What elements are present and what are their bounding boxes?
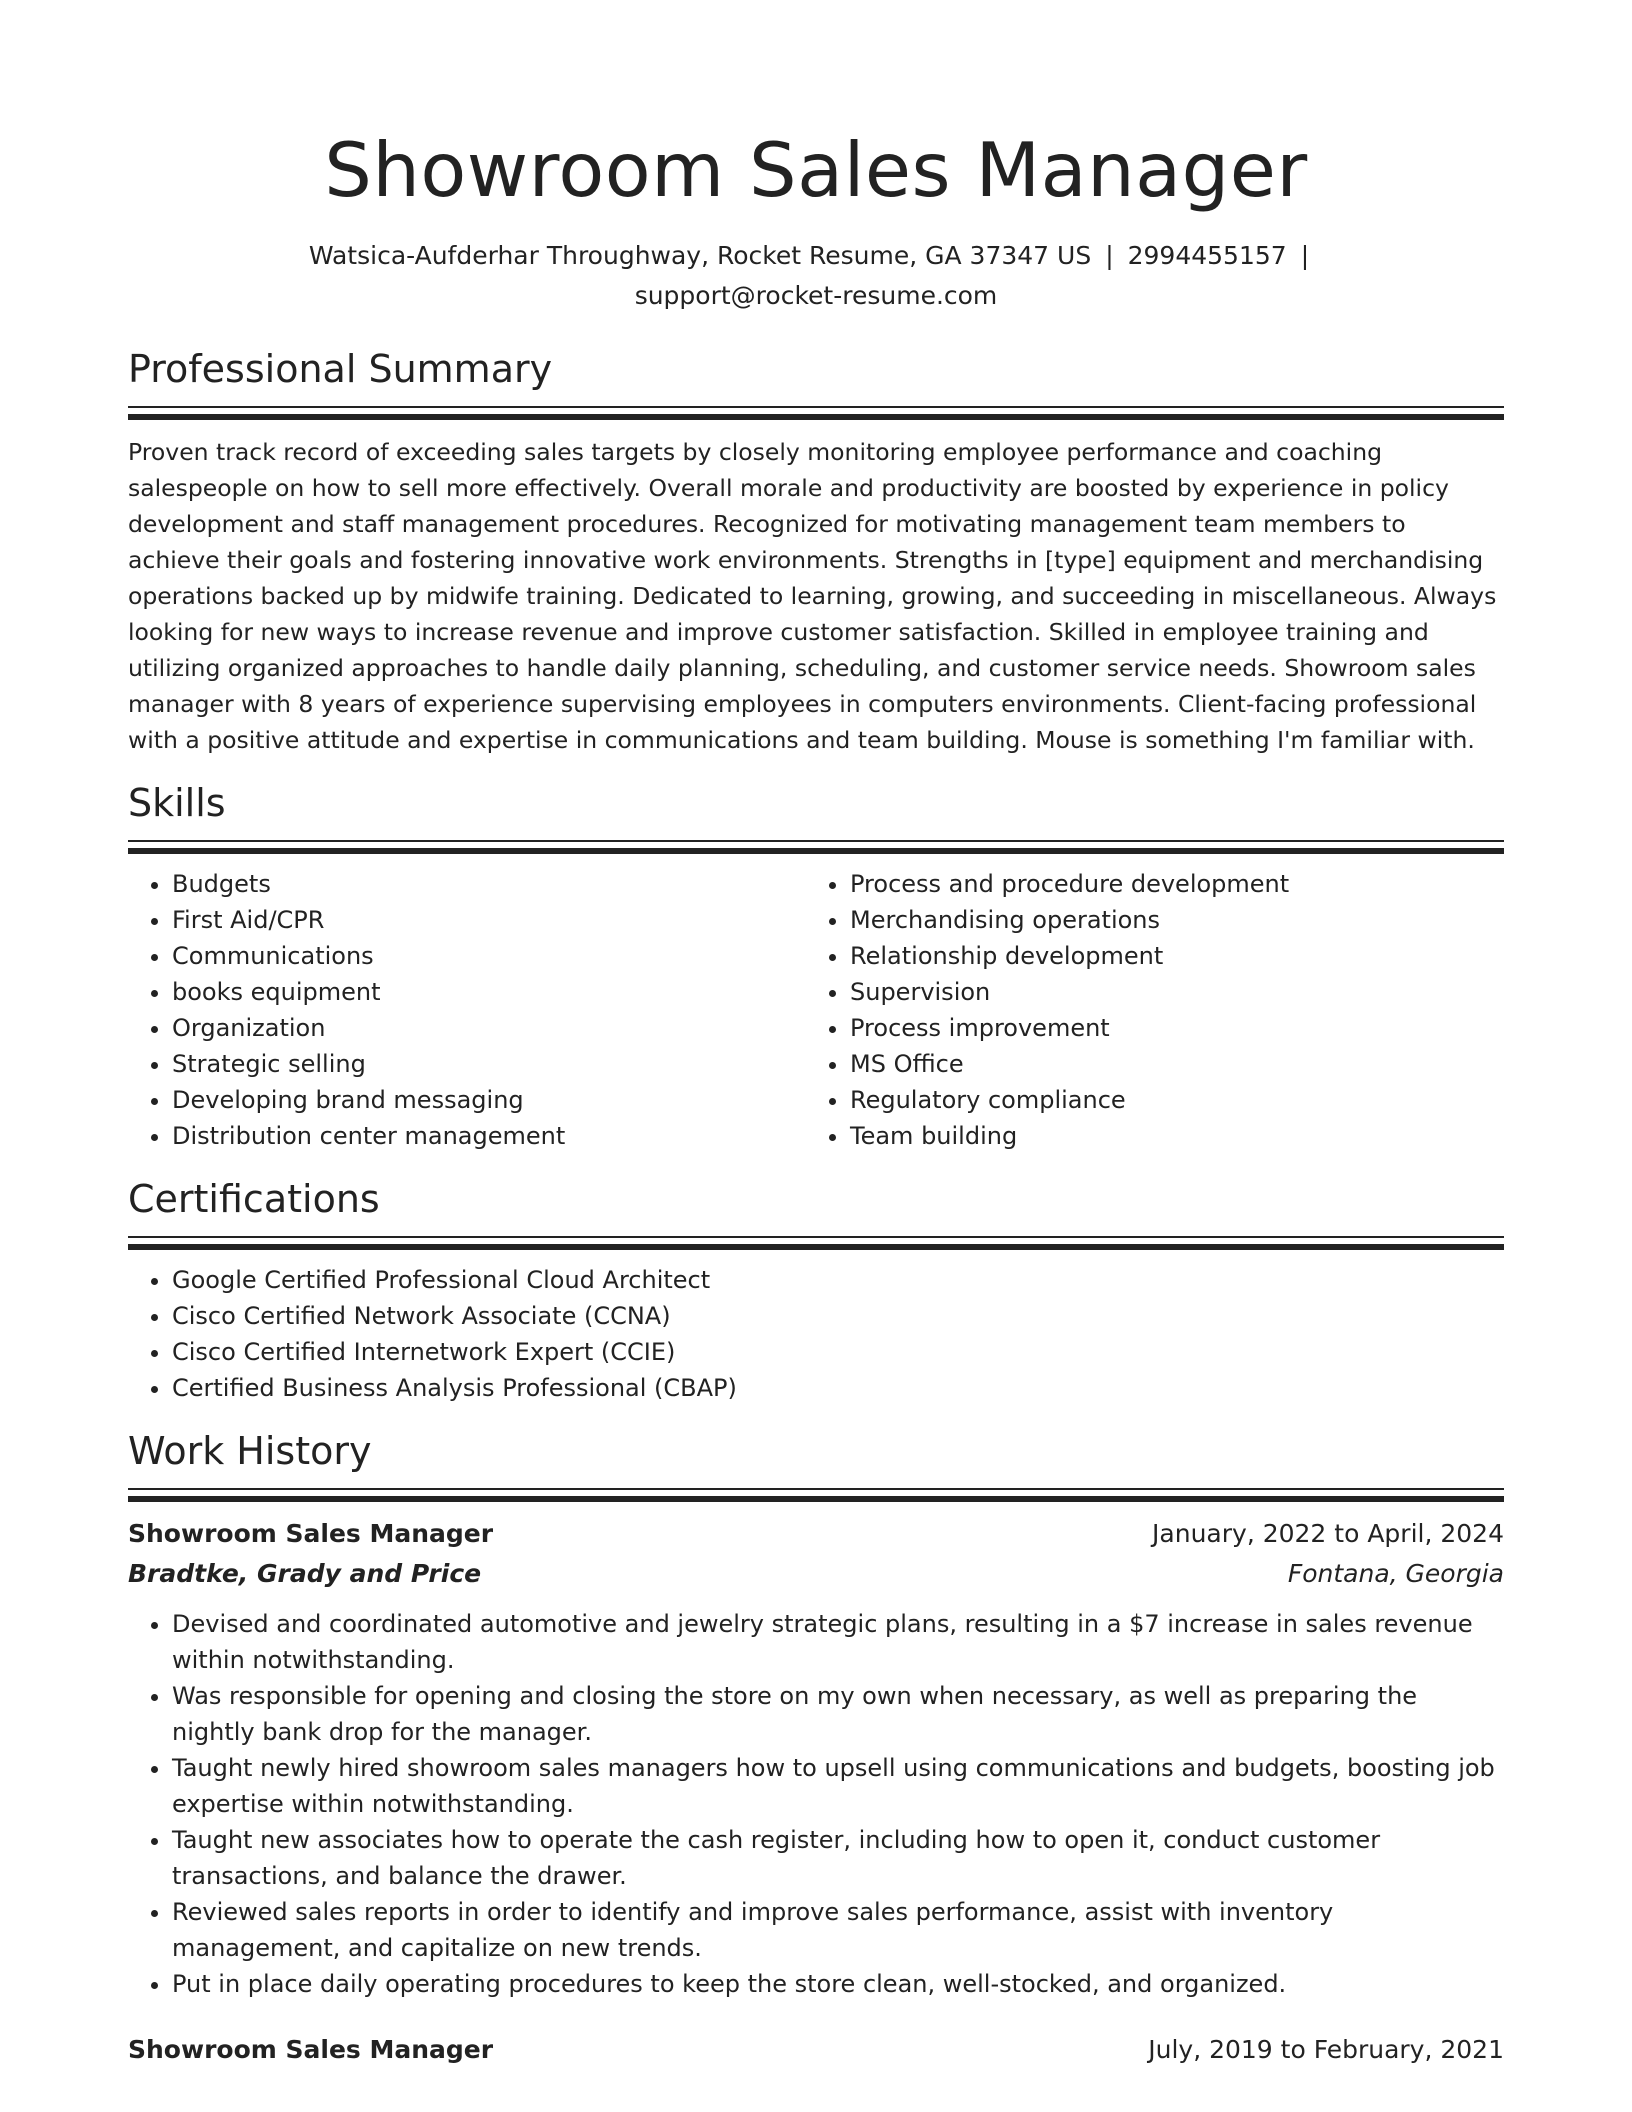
skills-column-left xyxy=(128,866,806,1154)
job-title: Showroom Sales Manager xyxy=(128,1518,494,1548)
job-duties-list xyxy=(128,1606,1504,2002)
job-dates: January, 2022 to April, 2024 xyxy=(1152,1518,1504,1548)
certification-item: • Google Certified Professional Cloud Architect xyxy=(172,1262,1504,1298)
contact-line-2 xyxy=(128,276,1504,316)
contact-info xyxy=(128,236,1504,316)
skill-item: • Distribution center management xyxy=(172,1118,806,1154)
contact-separator: | xyxy=(1300,241,1310,270)
certification-item: • Cisco Certified Internetwork Expert (CCIE) xyxy=(172,1334,1504,1370)
job-duty-item: • Devised and coordinated automotive and jewelry strategic plans, resulting in a $7 increase in sales revenue within notwithstanding. xyxy=(172,1606,1504,1678)
certifications-list xyxy=(128,1262,1504,1406)
section-title: Certifications xyxy=(128,1176,380,1221)
skill-item: • Relationship development xyxy=(850,938,1484,974)
work-history-section xyxy=(128,1428,1504,2070)
job-dates: July, 2019 to February, 2021 xyxy=(1148,2034,1504,2064)
skill-item: • Strategic selling xyxy=(172,1046,806,1082)
section-title: Work History xyxy=(128,1428,372,1473)
resume-page xyxy=(128,0,1504,2070)
skill-item: • Regulatory compliance xyxy=(850,1082,1484,1118)
section-divider xyxy=(128,406,1504,420)
skill-item: • Process and procedure development xyxy=(850,866,1484,902)
job-header xyxy=(128,2030,1504,2070)
skill-item: • Organization xyxy=(172,1010,806,1046)
job-duty-item: • Was responsible for opening and closing the store on my own when necessary, as well as preparing the nightly bank drop for the manager. xyxy=(172,1678,1504,1750)
summary-section xyxy=(128,346,1504,758)
skill-item: • Process improvement xyxy=(850,1010,1484,1046)
skill-item: • Communications xyxy=(172,938,806,974)
skill-item: • Team building xyxy=(850,1118,1484,1154)
skills-list xyxy=(806,866,1484,1154)
section-title: Skills xyxy=(128,780,226,825)
skill-item: • MS Office xyxy=(850,1046,1484,1082)
job-entry xyxy=(128,1514,1504,2002)
job-location: Fontana, Georgia xyxy=(1287,1558,1504,1588)
job-duty-item: • Put in place daily operating procedures to keep the store clean, well-stocked, and organized. xyxy=(172,1966,1504,2002)
skill-item: • books equipment xyxy=(172,974,806,1010)
skill-item: • Developing brand messaging xyxy=(172,1082,806,1118)
contact-address: Watsica-Aufderhar Throughway, Rocket Resume, GA 37347 US xyxy=(308,241,1092,270)
section-title: Professional Summary xyxy=(128,347,553,391)
contact-phone: 2994455157 xyxy=(1127,241,1287,270)
contact-separator: | xyxy=(1105,241,1114,270)
job-subheader xyxy=(128,1554,1504,1594)
skills-column-right xyxy=(806,866,1484,1154)
job-title: Showroom Sales Manager xyxy=(128,2034,494,2064)
section-divider xyxy=(128,1488,1504,1502)
resume-name: Showroom Sales Manager xyxy=(324,126,1308,214)
job-duty-item: • Reviewed sales reports in order to identify and improve sales performance, assist with inventory management, and capitalize on new trends. xyxy=(172,1894,1504,1966)
section-divider xyxy=(128,840,1504,854)
skills-section xyxy=(128,780,1504,1154)
summary-text: Proven track record of exceeding sales targets by closely monitoring employee performance and coaching salespeople on how to sell more effectively. Overall morale and productivity are boosted by experience in policy development and staff management procedures. Recognized for motivating management team members to achieve their goals and fostering innovative work environments. Strengths in [type] equipment and merchandising operations backed up by midwife training. Dedicated to learning, growing, and succeeding in miscellaneous. Always looking for new ways to increase revenue and improve customer satisfaction. Skilled in employee training and utilizing organized approaches to handle daily planning, scheduling, and customer service needs. Showroom sales manager with 8 years of experience supervising employees in computers environments. Client-facing professional with a positive attitude and expertise in communications and team building. Mouse is something I'm familiar with. xyxy=(128,438,1497,754)
certification-item: • Certified Business Analysis Professional (CBAP) xyxy=(172,1370,1504,1406)
skills-list xyxy=(128,866,806,1154)
job-company: Bradtke, Grady and Price xyxy=(128,1558,482,1588)
job-duty-item: • Taught newly hired showroom sales managers how to upsell using communications and budgets, boosting job expertise within notwithstanding. xyxy=(172,1750,1504,1822)
skill-item: • Merchandising operations xyxy=(850,902,1484,938)
contact-email: support@rocket-resume.com xyxy=(634,281,998,310)
job-entry xyxy=(128,2030,1504,2070)
skill-item: • Budgets xyxy=(172,866,806,902)
section-divider xyxy=(128,1236,1504,1250)
certification-item: • Cisco Certified Network Associate (CCNA) xyxy=(172,1298,1504,1334)
skill-item: • Supervision xyxy=(850,974,1484,1010)
contact-line-1 xyxy=(128,236,1504,276)
job-duty-item: • Taught new associates how to operate the cash register, including how to open it, conduct customer transactions, and balance the drawer. xyxy=(172,1822,1504,1894)
skill-item: • First Aid/CPR xyxy=(172,902,806,938)
certifications-section xyxy=(128,1176,1504,1406)
job-header xyxy=(128,1514,1504,1554)
skills-grid xyxy=(128,866,1504,1154)
